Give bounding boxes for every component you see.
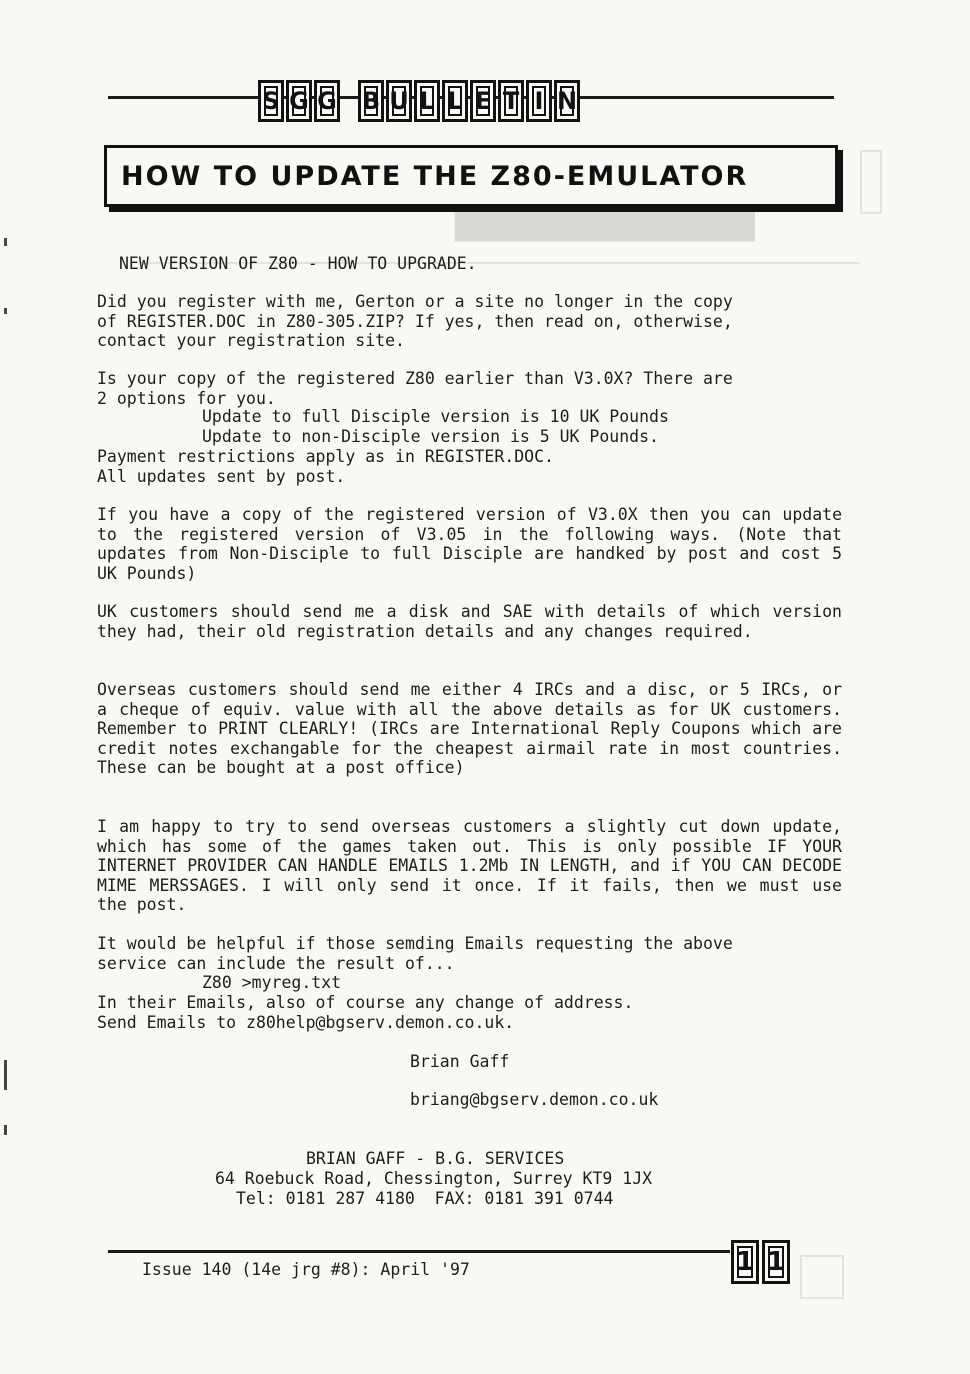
logo-letter: N — [554, 80, 580, 122]
bulletin-logo — [258, 80, 580, 122]
article-heading: NEW VERSION OF Z80 - HOW TO UPGRADE. — [119, 254, 477, 273]
paragraph-uk-customers: UK customers should send me a disk and SAE with details of which version they had, their old registration details and any changes required. — [97, 602, 842, 641]
logo-letter: U — [386, 80, 412, 122]
logo-letter: L — [442, 80, 468, 122]
logo-letter: L — [414, 80, 440, 122]
payment-note: Payment restrictions apply as in REGISTER.DOC. — [97, 447, 554, 466]
logo-letter: E — [470, 80, 496, 122]
paragraph-v30x: If you have a copy of the registered version of V3.0X then you can update to the registered version of V3.05 in the following ways. (Note that updates from Non-Disciple to full Disciple are handked by post and cost 5 UK Pounds) — [97, 505, 842, 583]
logo-letter: G — [286, 80, 312, 122]
signature: Brian Gaff — [410, 1052, 510, 1071]
company-phone: Tel: 0181 287 4180 FAX: 0181 391 0744 — [236, 1189, 614, 1208]
company-name: BRIAN GAFF - B.G. SERVICES — [306, 1149, 565, 1168]
scan-mark — [4, 1060, 7, 1090]
paragraph-helpful: It would be helpful if those semding Emails requesting the above service can include the result of... — [97, 934, 733, 973]
logo-letter: T — [498, 80, 524, 122]
company-address: 64 Roebuck Road, Chessington, Surrey KT9 1JX — [215, 1169, 653, 1188]
logo-letter: G — [314, 80, 340, 122]
scan-mark — [4, 308, 7, 314]
issue-line: Issue 140 (14e jrg #8): April '97 — [142, 1260, 470, 1279]
email-note: In their Emails, also of course any change of address. — [97, 993, 634, 1012]
page-digit: 1 — [731, 1240, 759, 1284]
option-full-disciple: Update to full Disciple version is 10 UK Pounds — [202, 407, 669, 426]
logo-letter: S — [258, 80, 284, 122]
paragraph-email-update: I am happy to try to send overseas customers a slightly cut down update, which has some of the games taken out. This is only possible IF YOUR INTERNET PROVIDER CAN HANDLE EMAILS 1.2Mb IN LENGTH, and if YOU CAN DECODE MIME MERSSAGES. I will only send it once. If it fails, then we must use the post. — [97, 817, 842, 914]
command-line: Z80 >myreg.txt — [202, 973, 342, 992]
logo-letter: B — [358, 80, 384, 122]
title-banner — [104, 145, 838, 207]
signature-email: briang@bgserv.demon.co.uk — [410, 1090, 659, 1109]
article-title: HOW TO UPDATE THE Z80-EMULATOR — [121, 160, 749, 192]
paragraph-overseas: Overseas customers should send me either 4 IRCs and a disc, or 5 IRCs, or a cheque of equiv. value with all the above details as for UK customers. Remember to PRINT CLEARLY! (IRCs are International Reply Coupons which are credit notes exchangable for the cheapest airmail rate in most countries. These can be bought at a post office) — [97, 680, 842, 777]
scan-mark — [4, 238, 7, 246]
send-email-line: Send Emails to z80help@bgserv.demon.co.uk. — [97, 1013, 515, 1032]
post-note: All updates sent by post. — [97, 467, 346, 486]
paragraph-registration: Did you register with me, Gerton or a site no longer in the copy of REGISTER.DOC in Z80-305.ZIP? If yes, then read on, otherwise, contact your registration site. — [97, 292, 733, 350]
option-non-disciple: Update to non-Disciple version is 5 UK Pounds. — [202, 427, 659, 446]
page-digit: 1 — [762, 1240, 790, 1284]
scan-mark — [4, 1125, 7, 1135]
paragraph-options: Is your copy of the registered Z80 earlier than V3.0X? There are 2 options for you. — [97, 369, 733, 408]
page-number — [731, 1240, 790, 1284]
footer-rule — [108, 1250, 730, 1253]
logo-letter: I — [526, 80, 552, 122]
